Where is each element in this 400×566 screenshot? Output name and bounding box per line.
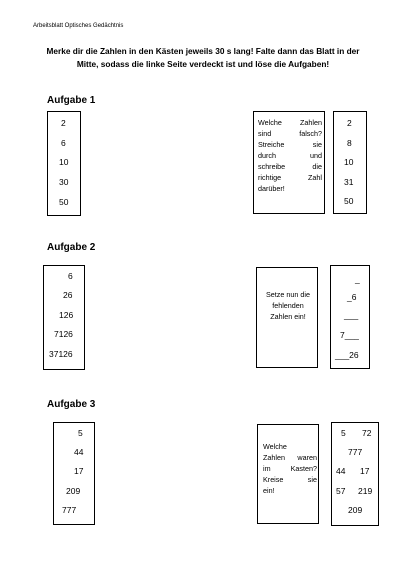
task-3-option: 72 xyxy=(362,428,372,438)
task-2-number: 126 xyxy=(59,310,74,320)
question-line: Welche xyxy=(263,442,287,451)
task-3-number: 5 xyxy=(78,428,83,438)
task-3-option: 17 xyxy=(360,466,370,476)
question-line: fehlenden xyxy=(272,301,304,310)
task-3-question-box xyxy=(257,424,319,524)
task-2-answer-blank: ___26 xyxy=(335,350,359,360)
question-line: richtige Zahl xyxy=(258,173,322,182)
task-1-answer-number: 31 xyxy=(344,177,354,187)
task-3-option: 777 xyxy=(348,447,363,457)
task-2-answer-box xyxy=(330,265,370,369)
task-2-question xyxy=(259,289,317,322)
task-1-number: 30 xyxy=(59,177,69,187)
worksheet-header: Arbeitsblatt Optisches Gedächtnis xyxy=(33,23,124,29)
task-1-title: Aufgabe 1 xyxy=(47,95,96,106)
question-line: im Kasten? xyxy=(263,464,317,473)
question-line: durch und xyxy=(258,151,322,160)
task-3-option: 44 xyxy=(336,466,346,476)
task-3-number: 44 xyxy=(74,447,84,457)
task-1-answer-number: 8 xyxy=(347,138,352,148)
task-3-question xyxy=(263,441,317,496)
question-line: Zahlen waren xyxy=(263,453,317,462)
task-2-number: 37126 xyxy=(49,349,73,359)
task-1-question-box xyxy=(253,111,325,214)
task-2-answer-blank: ___ xyxy=(344,310,359,320)
question-line: Welche Zahlen xyxy=(258,118,322,127)
task-3-number: 17 xyxy=(74,466,84,476)
task-3-memory-box xyxy=(53,422,95,525)
task-1-answer-box xyxy=(333,111,367,214)
task-3-option: 5 xyxy=(341,428,346,438)
task-2-number: 7126 xyxy=(54,329,73,339)
instructions: Merke dir die Zahlen in den Kästen jeweils 30 s lang! Falte dann das Blatt in der Mitte, sodass die linke Seite verdeckt ist und löse die Aufgaben! xyxy=(46,46,360,69)
task-3-number: 209 xyxy=(66,486,81,496)
task-2-number: 6 xyxy=(68,271,73,281)
question-line: Streiche sie xyxy=(258,140,322,149)
task-3-title: Aufgabe 3 xyxy=(47,399,96,410)
task-2-answer-blank: 7___ xyxy=(340,330,359,340)
task-2-answer-blank: _ xyxy=(355,274,360,284)
task-1-number: 50 xyxy=(59,197,69,207)
question-line: darüber! xyxy=(258,184,285,193)
task-1-answer-number: 2 xyxy=(347,118,352,128)
task-1-number: 6 xyxy=(61,138,66,148)
task-1-number: 2 xyxy=(61,118,66,128)
question-line: Kreise sie xyxy=(263,475,317,484)
task-2-title: Aufgabe 2 xyxy=(47,242,96,253)
task-3-number: 777 xyxy=(62,505,77,515)
task-1-answer-number: 10 xyxy=(344,157,354,167)
question-line: sind falsch? xyxy=(258,129,322,138)
task-3-option: 57 xyxy=(336,486,346,496)
task-1-question xyxy=(258,117,322,194)
question-line: Setze nun die xyxy=(266,290,310,299)
question-line: schreibe die xyxy=(258,162,322,171)
task-2-answer-blank: _6 xyxy=(347,292,357,302)
task-1-answer-number: 50 xyxy=(344,196,354,206)
question-line: Zahlen ein! xyxy=(270,312,306,321)
task-1-memory-box xyxy=(47,111,81,216)
task-2-memory-box xyxy=(43,265,85,370)
task-2-number: 26 xyxy=(63,290,73,300)
task-3-answer-box xyxy=(331,422,379,526)
task-1-number: 10 xyxy=(59,157,69,167)
question-line: ein! xyxy=(263,486,275,495)
task-3-option: 209 xyxy=(348,505,363,515)
task-2-question-box xyxy=(256,267,318,368)
task-3-option: 219 xyxy=(358,486,373,496)
